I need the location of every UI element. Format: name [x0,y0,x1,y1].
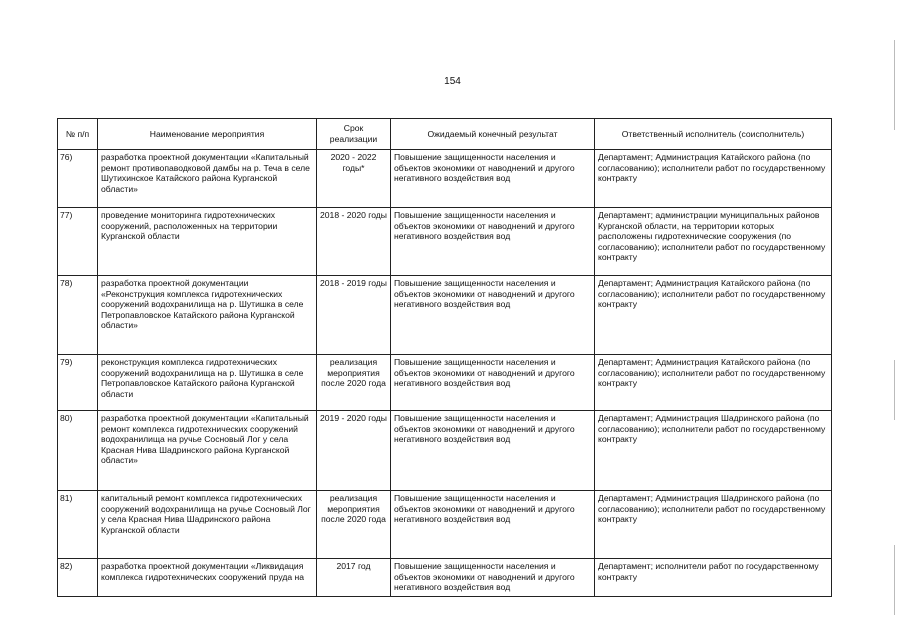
row-executor: Департамент; исполнители работ по государственному контракту [595,559,832,597]
row-result: Повышение защищенности населения и объектов экономики от наводнений и другого негативного воздействия вод [391,355,595,411]
scan-edge-mark [894,545,895,615]
row-num: 80) [58,411,98,491]
row-term: 2020 - 2022 годы* [317,150,391,208]
row-name: разработка проектной документации «Капитальный ремонт комплекса гидротехнических сооружений водохранилища на ручье Сосновый Лог у села Красная Нива Шадринского района Курганской области» [98,411,317,491]
header-name: Наименование мероприятия [98,119,317,150]
row-result: Повышение защищенности населения и объектов экономики от наводнений и другого негативного воздействия вод [391,208,595,276]
row-executor: Департамент; администрации муниципальных районов Курганской области, на территории которых расположены гидротехнические сооружения (по согласованию); исполнители работ по государственному контракту [595,208,832,276]
row-num: 77) [58,208,98,276]
row-result: Повышение защищенности населения и объектов экономики от наводнений и другого негативного воздействия вод [391,491,595,559]
row-executor: Департамент; Администрация Катайского района (по согласованию); исполнители работ по государственному контракту [595,355,832,411]
row-result: Повышение защищенности населения и объектов экономики от наводнений и другого негативного воздействия вод [391,276,595,355]
row-result: Повышение защищенности населения и объектов экономики от наводнений и другого негативного воздействия вод [391,411,595,491]
page-number: 154 [444,76,461,87]
row-executor: Департамент; Администрация Катайского района (по согласованию); исполнители работ по государственному контракту [595,276,832,355]
row-name: проведение мониторинга гидротехнических сооружений, расположенных на территории Курганской области [98,208,317,276]
row-term: 2017 год [317,559,391,597]
row-name: разработка проектной документации «Ликвидация комплекса гидротехнических сооружений пруда на [98,559,317,597]
header-executor: Ответственный исполнитель (соисполнитель) [595,119,832,150]
table-row [58,411,832,491]
table-header-row [58,119,832,150]
header-result: Ожидаемый конечный результат [391,119,595,150]
row-term: реализация мероприятия после 2020 года [317,355,391,411]
row-num: 79) [58,355,98,411]
row-term: 2019 - 2020 годы [317,411,391,491]
row-name: реконструкция комплекса гидротехнических сооружений водохранилища на р. Шутишка в селе Петропавловское Катайского района Курганской области [98,355,317,411]
table-row [58,276,832,355]
row-result: Повышение защищенности населения и объектов экономики от наводнений и другого негативного воздействия вод [391,150,595,208]
table-row [58,491,832,559]
table-row [58,208,832,276]
row-num: 81) [58,491,98,559]
row-term: реализация мероприятия после 2020 года [317,491,391,559]
row-num: 78) [58,276,98,355]
row-num: 82) [58,559,98,597]
row-term: 2018 - 2020 годы [317,208,391,276]
row-name: разработка проектной документации «Капитальный ремонт противопаводковой дамбы на р. Теча в селе Шутихинское Катайского района Курганской области» [98,150,317,208]
row-num: 76) [58,150,98,208]
table-row [58,355,832,411]
table-row [58,150,832,208]
row-executor: Департамент; Администрация Шадринского района (по согласованию); исполнители работ по государственному контракту [595,491,832,559]
row-name: капитальный ремонт комплекса гидротехнических сооружений водохранилища на ручье Сосновый Лог у села Красная Нива Шадринского района Курганской области [98,491,317,559]
row-executor: Департамент; Администрация Катайского района (по согласованию); исполнители работ по государственному контракту [595,150,832,208]
scan-edge-mark [894,40,895,130]
row-term: 2018 - 2019 годы [317,276,391,355]
table-row [58,559,832,597]
scan-edge-mark [894,360,895,420]
row-result: Повышение защищенности населения и объектов экономики от наводнений и другого негативного воздействия вод [391,559,595,597]
header-term: Срок реализации [317,119,391,150]
row-executor: Департамент; Администрация Шадринского района (по согласованию); исполнители работ по государственному контракту [595,411,832,491]
row-name: разработка проектной документации «Реконструкция комплекса гидротехнических сооружений водохранилища на р. Шутишка в селе Петропавловское Катайского района Курганской области» [98,276,317,355]
header-num: № п/п [58,119,98,150]
measures-table [57,118,832,597]
